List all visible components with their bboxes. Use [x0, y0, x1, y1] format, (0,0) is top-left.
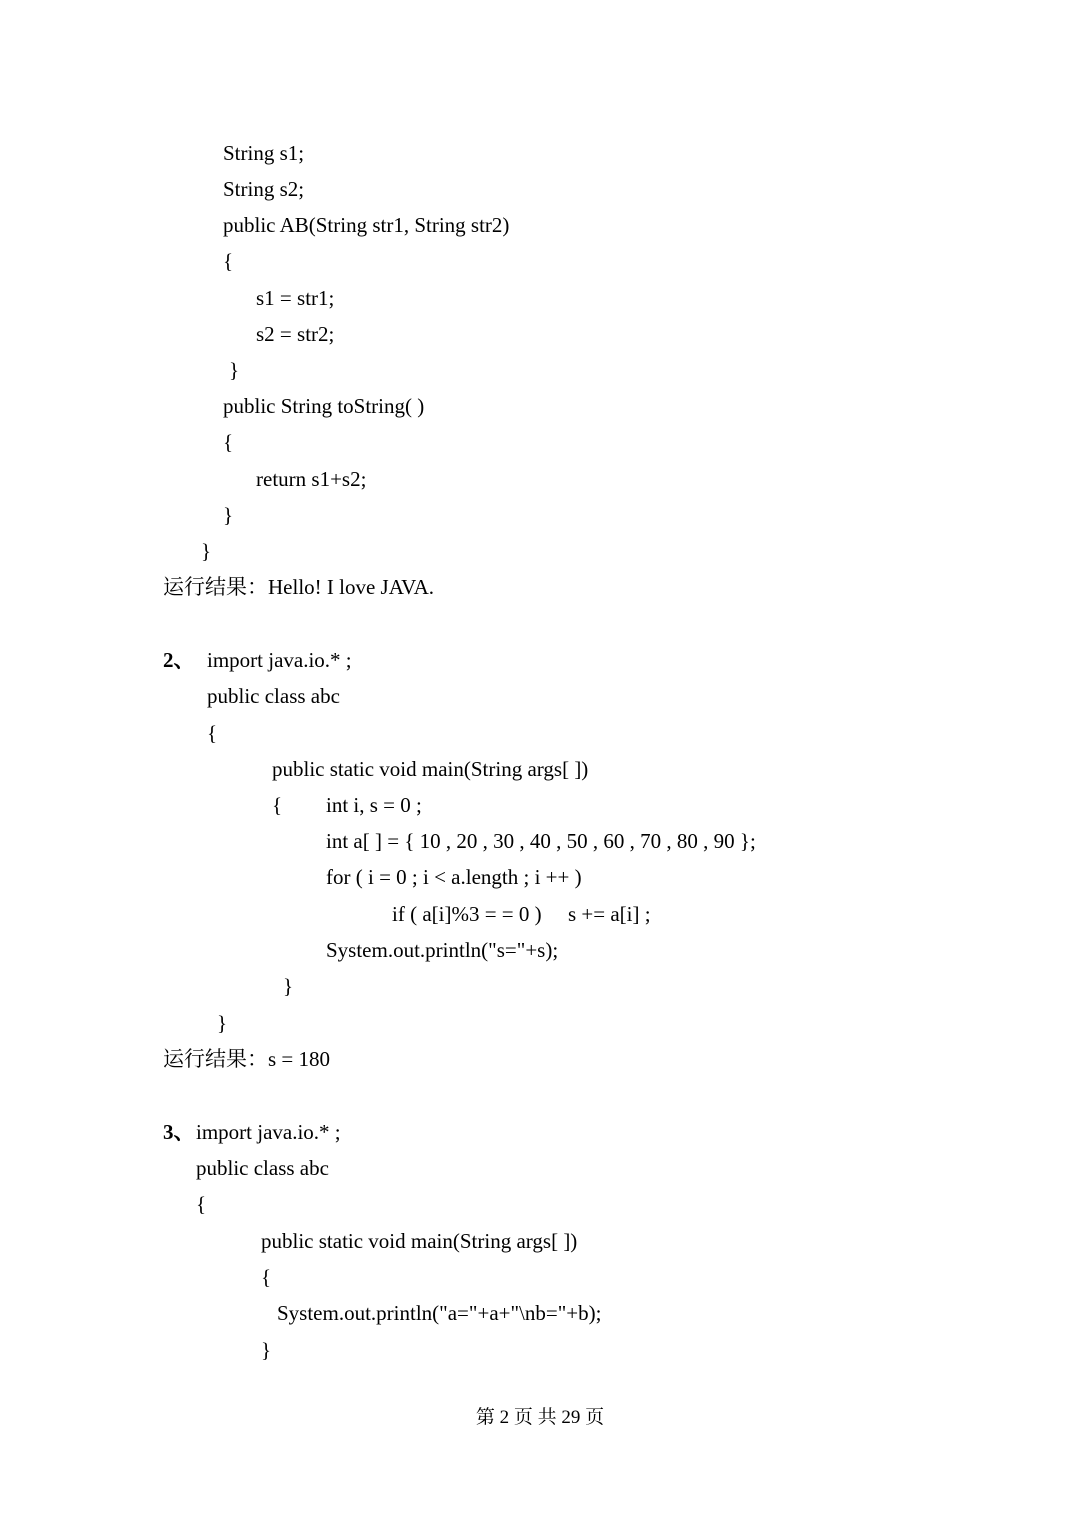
- question-number: 2、: [163, 648, 195, 672]
- question-number: 3、: [163, 1120, 195, 1144]
- code-line: String s1;: [223, 141, 305, 165]
- result-value: s = 180: [268, 1047, 331, 1071]
- code-line: {: [272, 793, 283, 817]
- page-footer: 第 2 页 共 29 页: [475, 1407, 605, 1428]
- code-line: public AB(String str1, String str2): [223, 213, 510, 237]
- code-line: public String toString( ): [223, 394, 425, 418]
- code-line: String s2;: [223, 177, 305, 201]
- result-label: 运行结果：: [163, 1047, 268, 1071]
- code-line: int a[ ] = { 10 , 20 , 30 , 40 , 50 , 60 , 70 , 80 , 90 };: [326, 829, 756, 853]
- code-line: if ( a[i]%3 = = 0 ): [392, 902, 542, 926]
- code-line: public class abc: [207, 684, 340, 708]
- code-line: {: [261, 1265, 272, 1289]
- code-line: }: [223, 503, 234, 527]
- code-line: public class abc: [196, 1156, 329, 1180]
- code-line: }: [229, 358, 240, 382]
- code-line: }: [283, 974, 294, 998]
- code-line: public static void main(String args[ ]): [261, 1229, 578, 1253]
- result-line: [163, 575, 434, 599]
- code-line: {: [223, 249, 234, 273]
- result-line: [163, 1047, 330, 1071]
- code-line: {: [223, 430, 234, 454]
- code-line: int i, s = 0 ;: [326, 793, 422, 817]
- code-line: System.out.println("s="+s);: [326, 938, 559, 962]
- code-line: for ( i = 0 ; i < a.length ; i ++ ): [326, 865, 582, 889]
- code-line: System.out.println("a="+a+"\nb="+b);: [277, 1301, 602, 1325]
- code-line: s1 = str1;: [256, 286, 335, 310]
- code-line: import java.io.* ;: [196, 1120, 341, 1144]
- code-line: import java.io.* ;: [207, 648, 352, 672]
- code-line: s += a[i] ;: [568, 902, 651, 926]
- code-line: {: [196, 1192, 207, 1216]
- code-line: s2 = str2;: [256, 322, 335, 346]
- code-line: return s1+s2;: [256, 467, 367, 491]
- code-line: {: [207, 721, 218, 745]
- result-value: Hello! I love JAVA.: [268, 575, 435, 599]
- code-line: }: [261, 1338, 272, 1362]
- result-label: 运行结果：: [163, 575, 268, 599]
- code-line: }: [217, 1011, 228, 1035]
- code-line: public static void main(String args[ ]): [272, 757, 589, 781]
- code-line: }: [201, 539, 212, 563]
